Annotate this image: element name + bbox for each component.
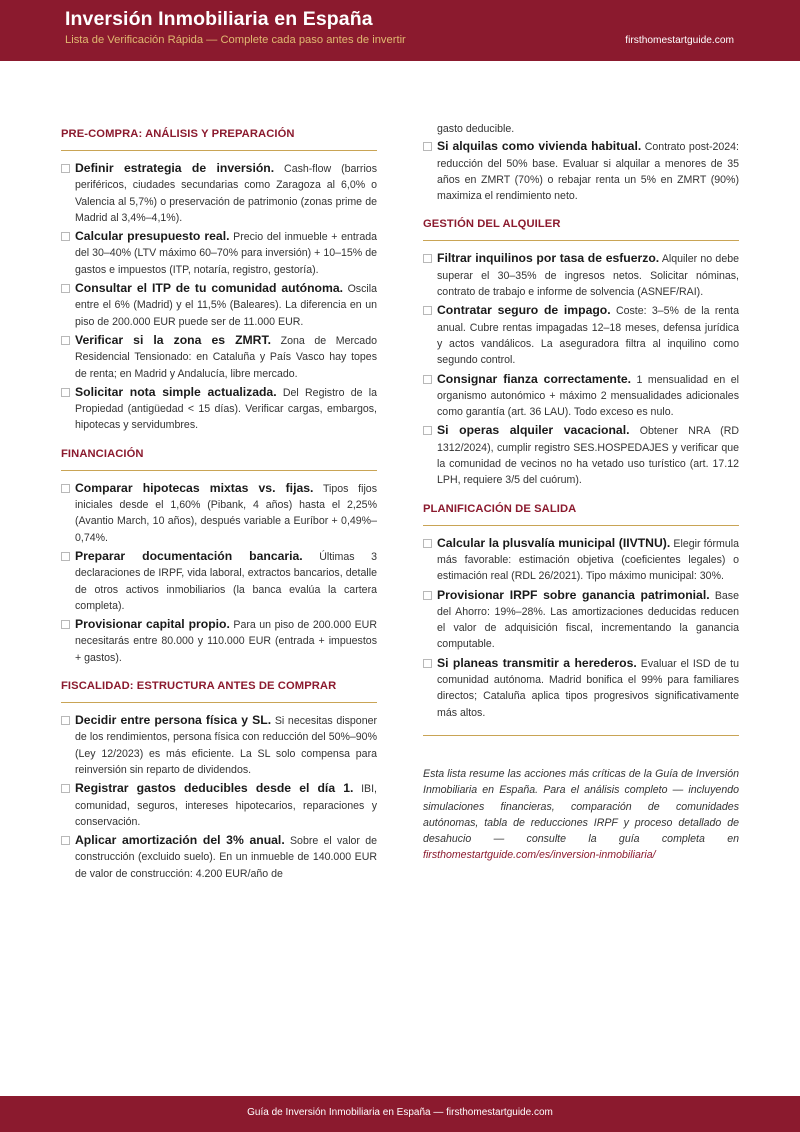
item-title: Calcular presupuesto real. — [75, 229, 230, 244]
continued-text: gasto deducible. — [437, 123, 515, 135]
item-body: Del Registro de la Propiedad (antigüedad < 15 días). Verificar cargas, embargos, hipotecas y servidumbres. — [75, 386, 378, 432]
checkbox-icon[interactable] — [61, 284, 70, 293]
item-body: Cash-flow (barrios periféricos, ciudades secundarias como Zaragoza al 6,0% o Valencia al 5,7%) o preservación de patrimonio (zonas prime de Madrid al 3,4%–4,1%). — [75, 163, 377, 224]
checklist-item — [61, 712, 377, 778]
checkbox-icon[interactable] — [423, 254, 432, 263]
section-fiscalidad — [61, 680, 377, 882]
item-body: Base del Ahorro: 19%–28%. Las amortizaciones deducidas reducen el valor de adquisición fiscal, incrementando la ganancia computable. — [437, 589, 739, 651]
checkbox-icon[interactable] — [61, 232, 70, 241]
page-title: Inversión Inmobiliaria en España — [65, 8, 373, 30]
checklist-item — [61, 616, 377, 666]
section-precompra — [61, 128, 377, 434]
checkbox-icon[interactable] — [61, 164, 70, 173]
item-body: Coste: 3–5% de la renta anual. Cubre rentas impagadas 12–18 meses, defensa jurídica y actos vandálicos. La aseguradora filtra al inquilino como segundo control. — [437, 305, 739, 367]
item-body: Tipos fijos iniciales desde el 1,60% (Pibank, 4 años) hasta el 2,25% (Avantio March, 10 años), después variable a Euríbor + 0,49%–0,74%. — [75, 482, 377, 544]
checklist-item — [61, 384, 377, 434]
left-column — [61, 128, 377, 884]
checklist-item — [61, 228, 377, 278]
item-title: Comparar hipotecas mixtas vs. fijas. — [75, 480, 314, 495]
checkbox-icon[interactable] — [423, 306, 432, 315]
checklist-item — [423, 655, 739, 721]
section-gestion — [423, 218, 739, 488]
checklist-item — [423, 371, 739, 421]
checkbox-icon[interactable] — [61, 484, 70, 493]
checklist-item — [423, 250, 739, 300]
checkbox-icon[interactable] — [61, 620, 70, 629]
item-title: Consignar fianza correctamente. — [437, 371, 632, 386]
checklist-item — [423, 535, 739, 585]
item-body: Sobre el valor de construcción (excluido suelo). En un inmueble de 140.000 EUR de valor de construcción: 4.200 EUR/año de — [75, 835, 377, 880]
section-title: FISCALIDAD: ESTRUCTURA ANTES DE COMPRAR — [61, 680, 377, 703]
checkbox-icon[interactable] — [61, 716, 70, 725]
checklist-item — [61, 832, 377, 882]
item-body: Si necesitas disponer de los rendimientos, persona física con reducción del 50%–90% (Ley 12/2023) es más eficiente. La SL solo compensa para reinversión sin reparto de dividendos. — [75, 715, 378, 776]
checklist-item — [423, 422, 739, 488]
item-body: Oscila entre el 6% (Madrid) y el 11,5% (Baleares). La diferencia en un piso de 200.000 EUR puede ser de 11.000 EUR. — [75, 283, 377, 328]
checkbox-icon[interactable] — [423, 426, 432, 435]
item-title: Solicitar nota simple actualizada. — [75, 384, 277, 399]
section-salida — [423, 503, 739, 721]
section-title: GESTIÓN DEL ALQUILER — [423, 218, 739, 241]
item-title: Consultar el ITP de tu comunidad autónoma. — [75, 281, 344, 296]
checkbox-icon[interactable] — [61, 552, 70, 561]
item-title: Verificar si la zona es ZMRT. — [75, 332, 271, 347]
item-body: 1 mensualidad en el organismo autonómico + máximo 2 mensualidades adicionales como garantía (art. 36 LAU). Todo exceso es nulo. — [437, 373, 739, 419]
checklist-item — [61, 480, 377, 546]
section-fiscalidad-continued — [423, 138, 739, 204]
item-body: Para un piso de 200.000 EUR necesitarás entre 80.000 y 110.000 EUR (entrada + impuestos + gastos). — [75, 619, 377, 664]
section-title: FINANCIACIÓN — [61, 448, 377, 471]
item-title: Decidir entre persona física y SL. — [75, 713, 272, 728]
checkbox-icon[interactable] — [61, 336, 70, 345]
closing-divider — [423, 735, 739, 736]
footer-text: Guía de Inversión Inmobiliaria en España — firsthomestartguide.com — [247, 1107, 553, 1118]
checklist-item — [423, 587, 739, 653]
checklist-item — [61, 780, 377, 830]
checkbox-icon[interactable] — [423, 375, 432, 384]
checklist-item — [423, 138, 739, 204]
checklist-item — [61, 280, 377, 330]
item-body: Contrato post-2024: reducción del 50% base. Evaluar si alquilar a menores de 35 años en ZMRT (70%) o rebajar renta un 5% en ZMRT (90%) maximiza el rendimiento neto. — [437, 141, 739, 203]
item-body: Evaluar el ISD de tu comunidad autónoma. Madrid bonifica el 99% para familiares directos; Cataluña aplica tipos progresivos significativamente más altos. — [437, 657, 739, 719]
item-title: Preparar documentación bancaria. — [75, 548, 303, 563]
section-financiacion — [61, 448, 377, 666]
item-title: Provisionar capital propio. — [75, 617, 230, 632]
item-title: Si alquilas como vivienda habitual. — [437, 139, 642, 154]
item-body: Alquiler no debe superar el 30–35% de ingresos netos. Solicitar nóminas, contrato de trabajo e informe de solvencia (ASNEF/RAI). — [437, 253, 739, 299]
item-title: Si planeas transmitir a herederos. — [437, 655, 637, 670]
checklist-item — [61, 332, 377, 382]
header-site: firsthomestartguide.com — [625, 35, 734, 46]
section-title: PRE-COMPRA: ANÁLISIS Y PREPARACIÓN — [61, 128, 377, 151]
page-subtitle: Lista de Verificación Rápida — Complete cada paso antes de invertir — [65, 34, 406, 46]
right-column — [423, 123, 739, 864]
item-body: Precio del inmueble + entrada del 30–40% (LTV máximo 60–70% para inversión) + 10–15% de gastos e impuestos (ITP, notaría, registro, gestoría). — [75, 231, 377, 276]
guide-link[interactable]: firsthomestartguide.com/es/inversion-inmobiliaria/ — [423, 849, 656, 862]
item-title: Si operas alquiler vacacional. — [437, 423, 630, 438]
item-body: Zona de Mercado Residencial Tensionado: en Cataluña y País Vasco hay topes de renta; en Madrid y Andalucía, libre mercado. — [75, 334, 377, 380]
item-title: Provisionar IRPF sobre ganancia patrimonial. — [437, 587, 710, 602]
checkbox-icon[interactable] — [61, 784, 70, 793]
checkbox-icon[interactable] — [423, 539, 432, 548]
closing-note — [423, 766, 739, 864]
item-title: Aplicar amortización del 3% anual. — [75, 833, 285, 848]
item-body: IBI, comunidad, seguros, intereses hipotecarios, reparaciones y conservación. — [75, 783, 377, 828]
item-title: Definir estrategia de inversión. — [75, 161, 275, 175]
item-title: Registrar gastos deducibles desde el día 1. — [75, 781, 354, 796]
checklist-item — [423, 302, 739, 368]
checklist-item — [61, 160, 377, 226]
page-header — [0, 0, 800, 61]
item-body: Elegir fórmula más favorable: estimación objetiva (coeficientes legales) o estimación real (RDL 26/2021). Tipo máximo municipal: 30%. — [437, 537, 739, 583]
item-title: Contratar seguro de impago. — [437, 303, 611, 318]
section-title: PLANIFICACIÓN DE SALIDA — [423, 503, 739, 526]
checklist-item — [61, 548, 377, 614]
checkbox-icon[interactable] — [423, 591, 432, 600]
checkbox-icon[interactable] — [423, 142, 432, 151]
checkbox-icon[interactable] — [61, 388, 70, 397]
closing-note-text: Esta lista resume las acciones más críticas de la Guía de Inversión Inmobiliaria en España. Para el análisis completo — incluyendo simulaciones financieras, comparación de comunidades autónomas, tabla de reducciones IRPF y proceso detallado de desahucio — consulte la guía completa en — [423, 767, 739, 846]
checkbox-icon[interactable] — [61, 836, 70, 845]
checkbox-icon[interactable] — [423, 659, 432, 668]
item-title: Filtrar inquilinos por tasa de esfuerzo. — [437, 251, 660, 266]
page-footer — [0, 1096, 800, 1132]
item-body: Obtener NRA (RD 1312/2024), cumplir registro SES.HOSPEDAJES y verificar que la comunidad de vecinos no ha vetado uso turístico (art. 17.12 LPH, requiere 3/5 del cuórum). — [437, 425, 739, 487]
item-title: Calcular la plusvalía municipal (IIVTNU). — [437, 535, 671, 550]
item-body: Últimas 3 declaraciones de IRPF, vida laboral, extractos bancarios, detalle de otros activos inmobiliarios (la banca evalúa la cartera completa). — [75, 550, 377, 612]
